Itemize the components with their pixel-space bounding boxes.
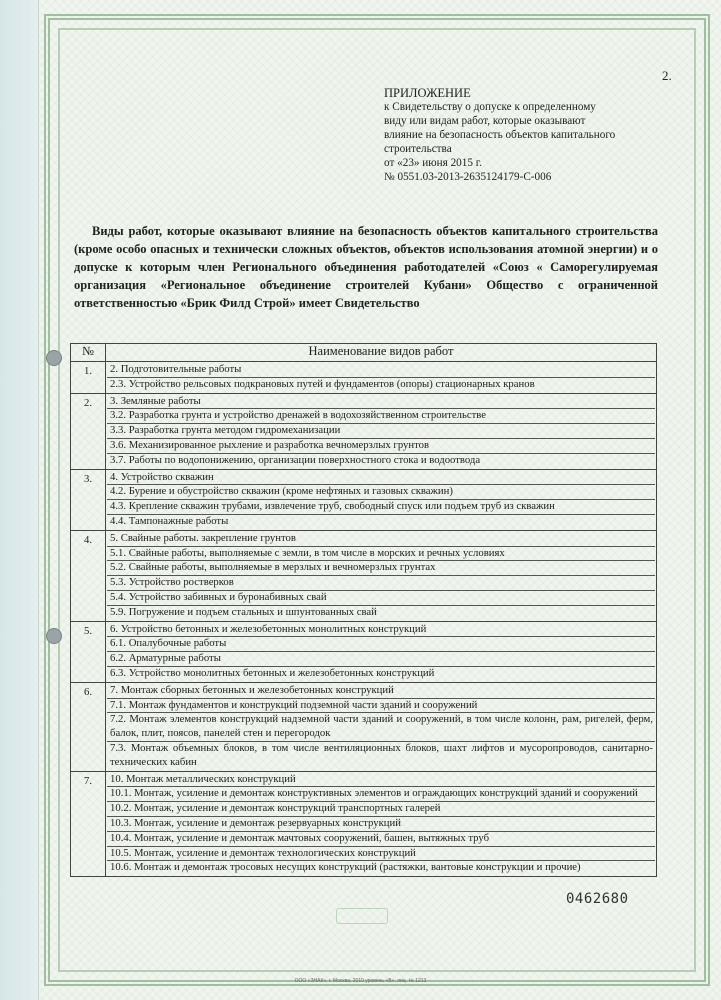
work-type-item: 4.4. Тампонажные работы [110,514,229,527]
work-type-item: 10.3. Монтаж, усиление и демонтаж резервуарных конструкций [107,817,655,832]
row-number-cell [71,682,106,771]
row-number-cell [71,362,106,394]
row-number: 3. [83,472,92,485]
work-type-item: 6.1. Опалубочные работы [107,637,655,652]
table-header-row [71,344,657,362]
work-group-title: 4. Устройство скважин [107,471,655,486]
header-name: Наименование видов работ [106,344,657,362]
works-table [70,343,657,877]
row-number-cell [71,771,106,877]
work-types-cell [106,771,657,877]
work-type-item: 5.2. Свайные работы, выполняемые в мерзлых и вечномерзлых грунтах [107,561,655,576]
work-group-title: 3. Земляные работы [107,395,655,410]
work-type-item: 6.3. Устройство монолитных бетонных и железобетонных конструкций [110,666,435,679]
table-row [71,771,657,877]
work-type-item: 10.2. Монтаж, усиление и демонтаж конструкций транспортных галерей [107,802,655,817]
table-row [71,393,657,469]
work-group-title: 7. Монтаж сборных бетонных и железобетонных конструкций [107,684,655,699]
work-type-item: 7.3. Монтаж объемных блоков, в том числе вентиляционных блоков, шахт лифтов и мусоропроводов, санитарно-технических кабин [110,741,653,768]
work-type-item: 5.3. Устройство ростверков [107,576,655,591]
row-number-cell [71,530,106,621]
appendix-date: от «23» июня 2015 г. [384,157,482,169]
appendix-number: № 0551.03-2013-2635124179-С-006 [384,171,552,183]
appendix-title: ПРИЛОЖЕНИЕ [384,86,471,100]
appendix-line: виду или видам работ, которые оказывают [384,115,586,127]
work-type-item: 10.1. Монтаж, усиление и демонтаж конструктивных элементов и ограждающих конструкций зданий и сооружений [107,787,655,802]
serial-number: 0462680 [566,891,629,907]
page-number: 2. [662,68,672,83]
binding-strip [0,0,39,1000]
work-type-item: 10.4. Монтаж, усиление и демонтаж мачтовых сооружений, башен, вытяжных труб [107,832,655,847]
row-number: 4. [83,533,92,546]
work-type-item: 4.2. Бурение и обустройство скважин (кроме нефтяных и газовых скважин) [107,485,655,500]
work-type-item: 3.3. Разработка грунта методом гидромеханизации [107,424,655,439]
printer-footer: ООО «ЗНАК», г. Москва, 2010 уровень «В», лиц. № 1213 [294,978,427,984]
work-type-item: 4.3. Крепление скважин трубами, извлечение труб, свободный спуск или подъем труб из скважин [107,500,655,515]
punch-hole [46,350,62,366]
document-heading: Виды работ, которые оказывают влияние на безопасность объектов капитального строительства (кроме особо опасных и технически сложных объектов, объектов использования атомной энергии) и о допуске к которым член Регионального объединения работодателей «Союз « Саморегулируемая организация «Региональное объединение строителей Кубани» Общество с ограниченной ответственностью «Брик Филд Строй» имеет Свидетельство [74,224,658,310]
work-group-title: 6. Устройство бетонных и железобетонных монолитных конструкций [107,623,655,638]
work-types-cell [106,362,657,394]
work-types-cell [106,393,657,469]
appendix-line: влияние на безопасность объектов капитального [384,129,616,141]
row-number-cell [71,393,106,469]
row-number: 5. [83,624,92,637]
table-row [71,621,657,682]
table-row [71,530,657,621]
works-table-body [71,362,657,877]
appendix-line: к Свидетельству о допуске к определенному [384,101,596,113]
work-type-item: 3.6. Механизированное рыхление и разработка вечномерзлых грунтов [107,439,655,454]
work-type-item: 7.1. Монтаж фундаментов и конструкций подземной части зданий и сооружений [107,699,655,714]
work-group-title: 5. Свайные работы. закрепление грунтов [107,532,655,547]
row-number: 7. [83,774,92,787]
work-type-item: 5.9. Погружение и подъем стальных и шпунтованных свай [110,605,377,618]
table-row [71,362,657,394]
table-row [71,469,657,530]
work-type-item: 10.6. Монтаж и демонтаж тросовых несущих конструкций (растяжки, вантовые конструкции и прочие) [110,861,581,874]
work-type-item: 3.7. Работы по водопонижению, организации поверхностного стока и водоотвода [110,453,481,466]
appendix-block [384,86,654,184]
watermark-emblem [336,908,388,924]
work-group-title: 10. Монтаж металлических конструкций [107,773,655,788]
work-type-item: 6.2. Арматурные работы [107,652,655,667]
work-type-item: 2.3. Устройство рельсовых подкрановых путей и фундаментов (опоры) стационарных кранов [110,377,535,390]
row-number: 1. [83,365,92,377]
work-type-item: 5.1. Свайные работы, выполняемые с земли, в том числе в морских и речных условиях [107,547,655,562]
work-type-item: 3.2. Разработка грунта и устройство дренажей в водохозяйственном строительстве [107,409,655,424]
work-type-item: 5.4. Устройство забивных и буронабивных свай [107,591,655,606]
row-number-cell [71,469,106,530]
work-type-item: 10.5. Монтаж, усиление и демонтаж технологических конструкций [107,847,655,862]
table-row [71,682,657,771]
work-types-cell [106,682,657,771]
work-types-cell [106,469,657,530]
work-group-title: 2. Подготовительные работы [107,363,655,378]
row-number: 6. [83,685,92,698]
work-types-cell [106,621,657,682]
punch-hole [46,628,62,644]
work-types-cell [106,530,657,621]
row-number: 2. [83,396,92,409]
row-number-cell [71,621,106,682]
work-type-item: 7.2. Монтаж элементов конструкций надземной части зданий и сооружений, в том числе колонн, рам, ригелей, ферм, балок, плит, поясов, панелей стен и перегородок [107,713,655,742]
appendix-line: строительства [384,143,452,155]
header-num: № [71,344,106,362]
